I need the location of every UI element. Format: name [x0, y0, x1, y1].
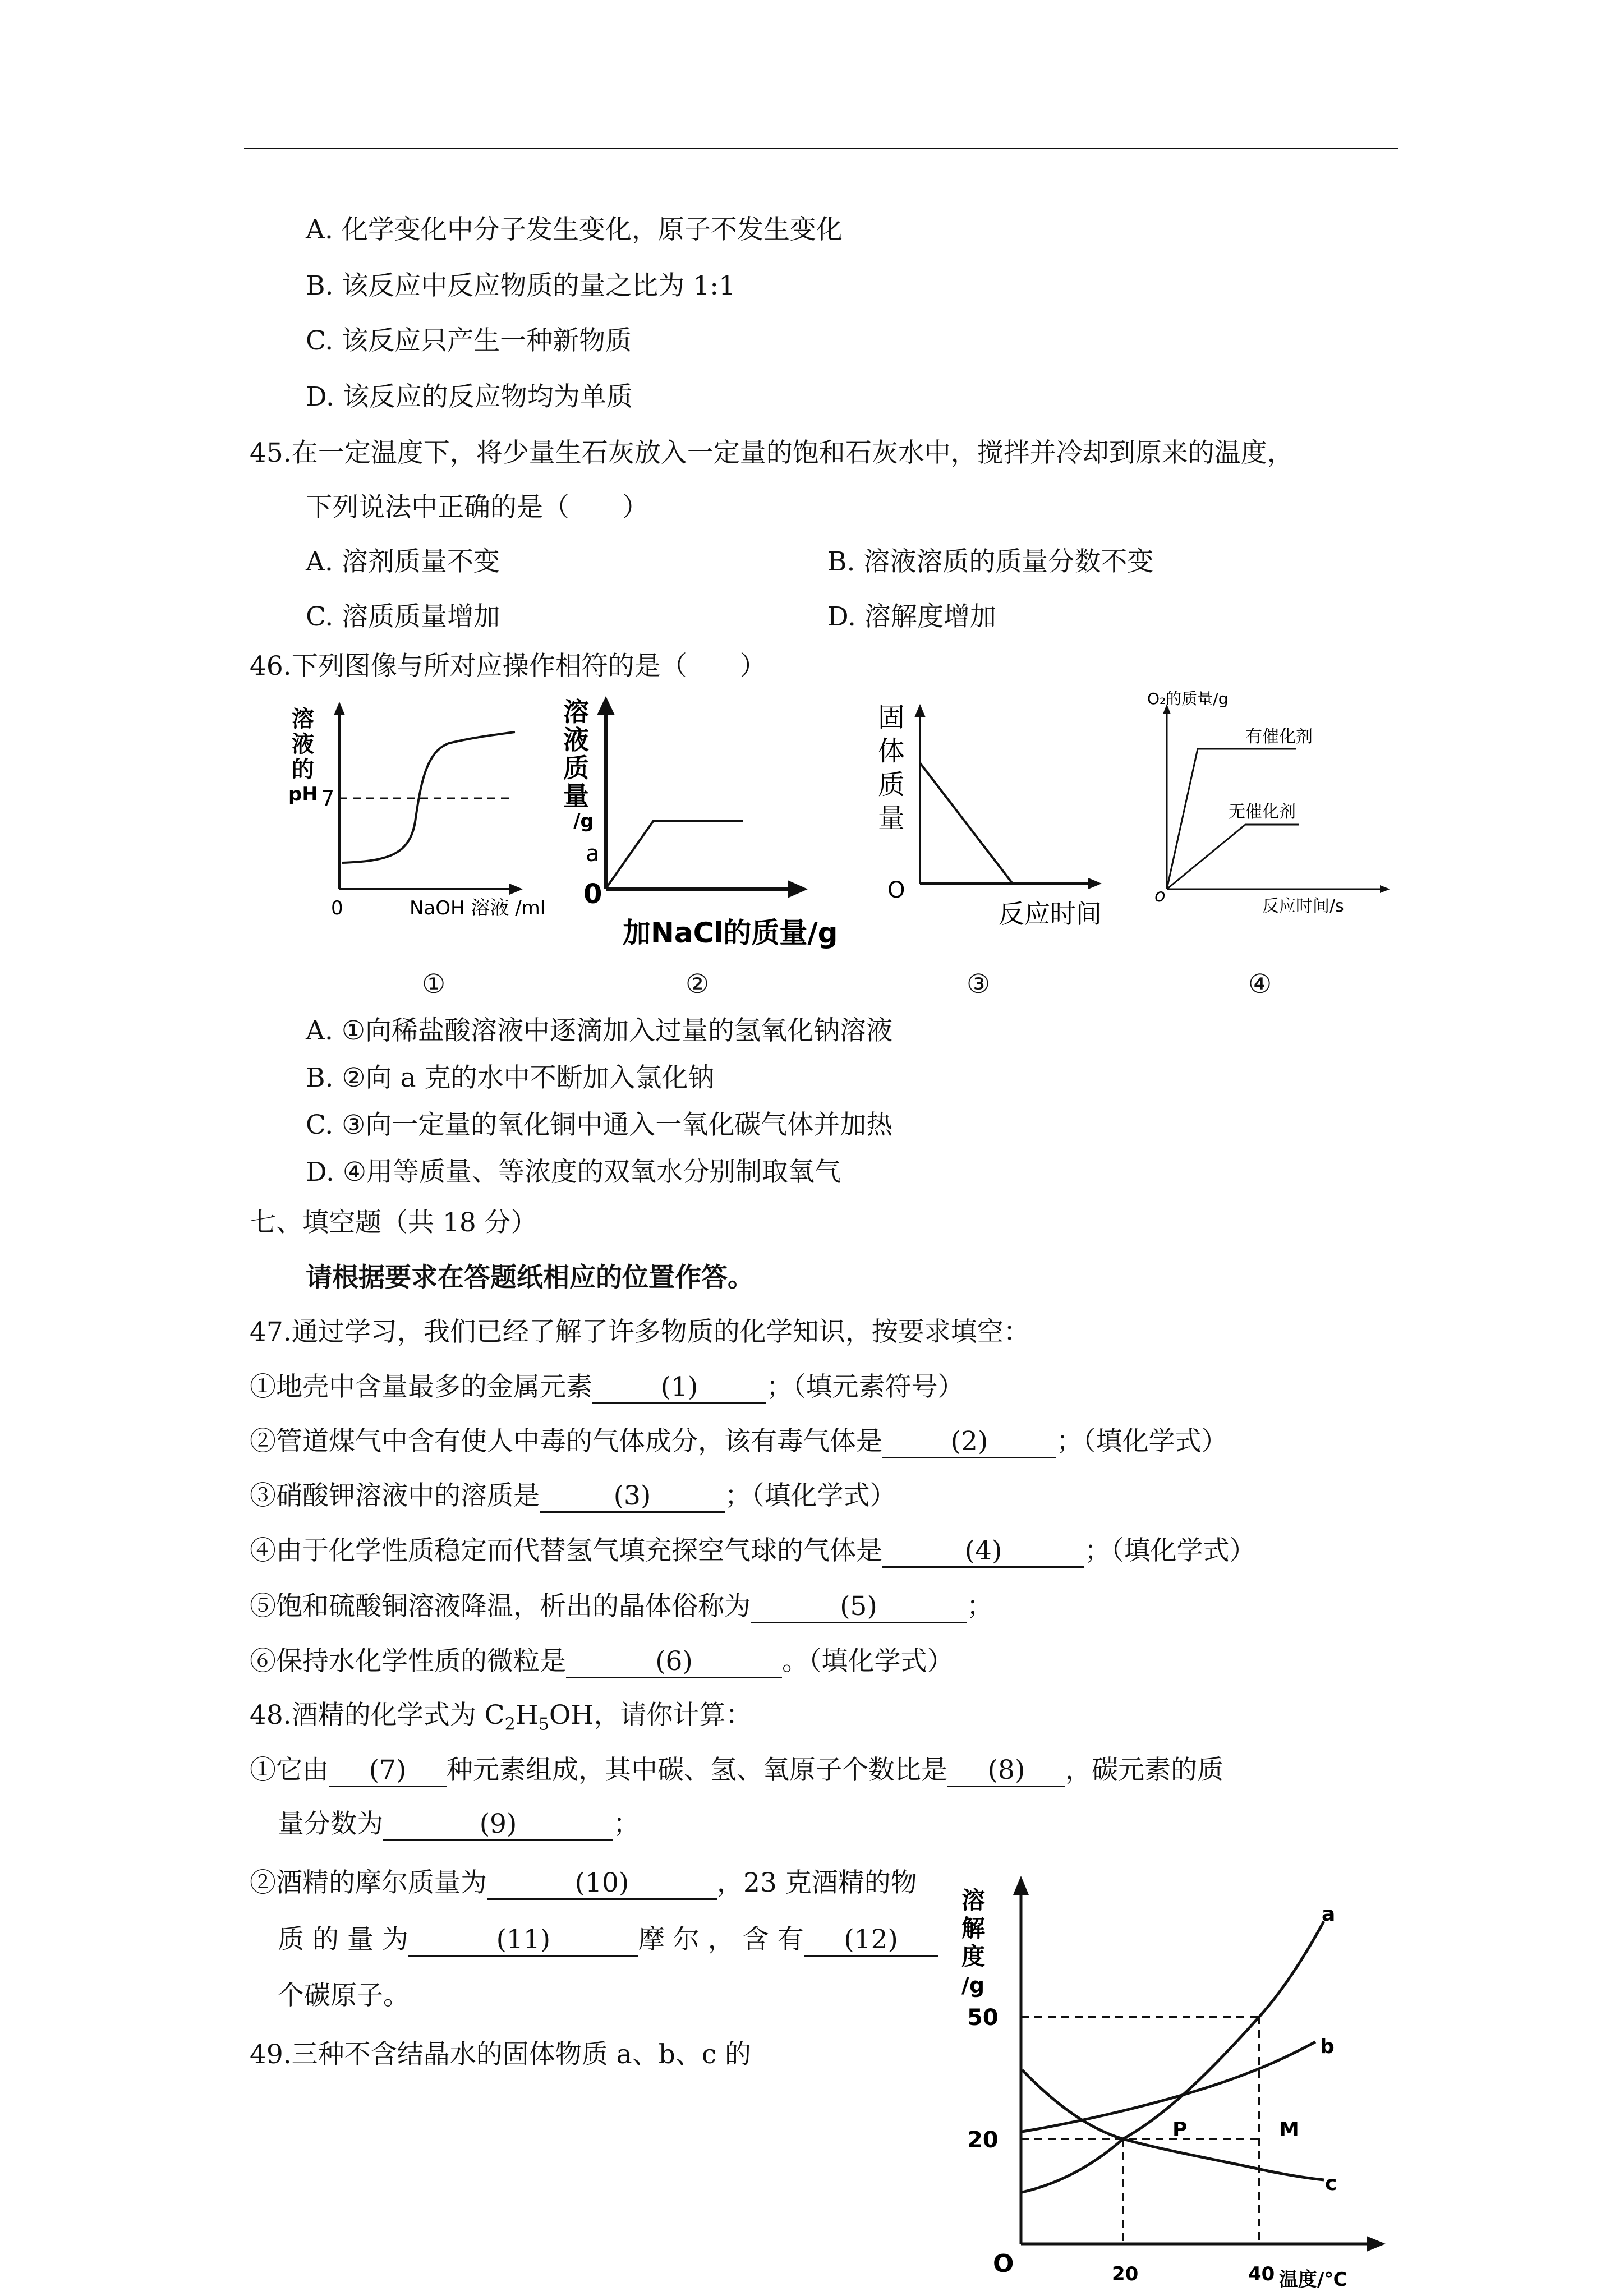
sol-point-m: M: [1279, 2118, 1299, 2141]
q45-option-d: D. 溶解度增加: [827, 601, 996, 632]
g2-xlabel: 加NaCl的质量/g: [623, 917, 838, 949]
answer-blank-2[interactable]: (2): [882, 1427, 1056, 1458]
q48-stem-text-3: OH，请你计算：: [549, 1700, 752, 1731]
q47-item-2-text: ②管道煤气中含有使人中毒的气体成分，该有毒气体是: [250, 1426, 882, 1457]
g4-x-arrow: [1380, 885, 1390, 893]
q45-option-a: A. 溶剂质量不变: [306, 546, 500, 577]
q48-line-1-end: ，碳元素的质: [1065, 1755, 1223, 1786]
q48-line-4: [278, 1923, 938, 1957]
sol-ylabel-4: /g: [961, 1973, 985, 1998]
q48-line-1-mid: 种元素组成，其中碳、氢、氧原子个数比是: [447, 1755, 947, 1786]
answer-blank-11[interactable]: (11): [408, 1925, 638, 1957]
sol-x-arrow: [1367, 2236, 1386, 2252]
q47-item-4-hint: ；（填化学式）: [1084, 1535, 1256, 1566]
q48-line-2: [278, 1807, 640, 1841]
g4-origin: o: [1154, 885, 1166, 906]
q45-stem-cont: 下列说法中正确的是（ ）: [306, 492, 648, 523]
sol-ylabel-1: 溶: [961, 1887, 986, 1914]
answer-blank-12[interactable]: (12): [804, 1925, 938, 1957]
q44-option-a: A. 化学变化中分子发生变化，原子不发生变化: [306, 214, 843, 245]
q48-line-3-end: ，23 克酒精的物: [717, 1867, 917, 1898]
sol-y-arrow: [1013, 1876, 1029, 1895]
q46-stem: 46.下列图像与所对应操作相符的是（ ）: [250, 651, 766, 682]
g4-curve1-label: 有催化剂: [1245, 727, 1313, 747]
q45-option-c: C. 溶质质量增加: [306, 601, 500, 632]
g3-y-arrow: [914, 704, 926, 717]
g4-ylabel: O₂的质量/g: [1147, 689, 1229, 708]
q44-option-d: D. 该反应的反应物均为单质: [306, 381, 633, 412]
q47-item-2: [250, 1425, 1228, 1458]
graph-4-oxygen-mass: [1133, 682, 1397, 923]
q47-item-5-text: ⑤饱和硫酸铜溶液降温，析出的晶体俗称为: [250, 1591, 751, 1622]
q47-item-5-hint: ；: [967, 1591, 993, 1622]
g1-ylabel-1: 溶: [292, 706, 314, 732]
q46-option-d: D. ④用等质量、等浓度的双氧水分别制取氧气: [306, 1157, 841, 1188]
graph-1-ph-curve: [280, 698, 546, 934]
sol-tick-50: 50: [967, 2005, 999, 2031]
answer-blank-9[interactable]: (9): [383, 1809, 613, 1841]
g2-x-arrow: [788, 880, 808, 898]
q47-item-1-text: ①地壳中含量最多的金属元素: [250, 1372, 592, 1402]
sol-ylabel-3: 度: [961, 1943, 986, 1970]
answer-blank-10[interactable]: (10): [487, 1868, 717, 1900]
sol-label-b: b: [1320, 2035, 1335, 2058]
answer-blank-6[interactable]: (6): [566, 1646, 782, 1678]
g2-ylabel-4: 量: [563, 781, 589, 811]
graph-label-4: ④: [1248, 969, 1272, 1000]
q48-stem-text-2: H: [515, 1700, 539, 1731]
answer-blank-7[interactable]: (7): [329, 1755, 447, 1787]
q48-line-2-text: 量分数为: [278, 1809, 383, 1839]
sol-curve-b: [1022, 2042, 1315, 2132]
g1-xlabel: NaOH 溶液 /ml: [410, 897, 546, 919]
q47-item-3-hint: ；（填化学式）: [725, 1480, 896, 1511]
graph-2-solution-mass: [561, 687, 838, 956]
q47-item-6: [250, 1645, 954, 1678]
q48-stem-text-1: 48.酒精的化学式为 C: [250, 1700, 505, 1731]
section-instruction: 请根据要求在答题纸相应的位置作答。: [306, 1262, 754, 1293]
graph-label-1: ①: [422, 969, 446, 1000]
sol-point-p: P: [1172, 2118, 1188, 2141]
g2-tick-a: a: [586, 841, 600, 867]
sol-tick-x20: 20: [1112, 2263, 1139, 2285]
header-rule: [244, 148, 1398, 149]
q49-stem: 49.三种不含结晶水的固体物质 a、b、c 的: [250, 2039, 752, 2070]
q48-line-1-text: ①它由: [250, 1755, 329, 1786]
q48-line-2-end: ；: [613, 1809, 640, 1839]
q47-item-4-text: ④由于化学性质稳定而代替氢气填充探空气球的气体是: [250, 1535, 882, 1566]
q47-item-6-text: ⑥保持水化学性质的微粒是: [250, 1646, 566, 1677]
g1-ylabel-4: pH: [288, 783, 318, 806]
q46-option-b: B. ②向 a 克的水中不断加入氯化钠: [306, 1062, 715, 1093]
g3-ylabel-4: 量: [878, 803, 905, 834]
g2-unit: /g: [573, 810, 594, 832]
q47-item-3-text: ③硝酸钾溶液中的溶质是: [250, 1480, 540, 1511]
q45-option-b: B. 溶液溶质的质量分数不变: [827, 546, 1154, 577]
sol-tick-20: 20: [967, 2127, 999, 2153]
g1-ylabel-3: 的: [292, 757, 314, 783]
q44-option-b: B. 该反应中反应物质的量之比为 1:1: [306, 270, 735, 301]
g2-ylabel-1: 溶: [563, 697, 589, 727]
answer-blank-8[interactable]: (8): [947, 1755, 1065, 1787]
sol-label-a: a: [1322, 1903, 1336, 1926]
g2-ylabel-2: 液: [563, 725, 589, 755]
solubility-chart: [942, 1868, 1414, 2294]
q47-item-1: [250, 1370, 964, 1404]
q47-item-6-hint: 。（填化学式）: [782, 1646, 954, 1677]
q48-subscript-5: 5: [538, 1714, 549, 1734]
q47-item-1-hint: ；（填元素符号）: [766, 1372, 964, 1402]
graph-label-3: ③: [967, 969, 991, 1000]
q45-stem: 45.在一定温度下，将少量生石灰放入一定量的饱和石灰水中，搅拌并冷却到原来的温度，: [250, 438, 1294, 468]
q48-stem: [250, 1699, 752, 1741]
sol-origin: O: [993, 2249, 1014, 2278]
graph-label-2: ②: [686, 969, 710, 1000]
g1-tick-7: 7: [321, 786, 335, 811]
q48-line-3: [250, 1866, 917, 1900]
answer-blank-5[interactable]: (5): [751, 1591, 967, 1623]
g3-ylabel-3: 质: [878, 769, 905, 800]
g1-origin: 0: [331, 897, 343, 919]
q44-option-c: C. 该反应只产生一种新物质: [306, 325, 632, 356]
q48-line-1: [250, 1754, 1223, 1787]
g2-y-arrow: [597, 696, 615, 715]
sol-ylabel-2: 解: [961, 1915, 986, 1942]
q48-line-3-text: ②酒精的摩尔质量为: [250, 1867, 487, 1898]
graph-3-solid-mass: [864, 698, 1122, 934]
g3-ylabel-1: 固: [878, 702, 905, 733]
sol-label-c: c: [1325, 2172, 1337, 2195]
q47-item-5: [250, 1590, 993, 1623]
q48-line-4-mid: 摩 尔 ， 含 有: [638, 1924, 804, 1955]
g2-curve: [607, 821, 743, 887]
sol-xlabel: 温度/℃: [1279, 2269, 1347, 2291]
g4-xlabel: 反应时间/s: [1262, 896, 1344, 916]
g3-ylabel-2: 体: [878, 735, 905, 767]
q47-item-3: [250, 1479, 896, 1513]
g3-line: [920, 763, 1013, 884]
g2-origin: 0: [583, 878, 602, 910]
sol-tick-x40: 40: [1248, 2263, 1275, 2285]
q46-option-c: C. ③向一定量的氧化铜中通入一氧化碳气体并加热: [306, 1110, 893, 1140]
g4-curve2-label: 无催化剂: [1229, 802, 1296, 822]
q47-item-4: [250, 1534, 1256, 1568]
answer-blank-4[interactable]: (4): [882, 1536, 1084, 1568]
g4-curve-no-catalyst: [1167, 825, 1299, 889]
answer-blank-3[interactable]: (3): [540, 1481, 725, 1513]
g2-ylabel-3: 质: [563, 753, 589, 783]
g1-ylabel-2: 液: [292, 731, 314, 757]
g1-y-arrow: [334, 702, 345, 715]
g3-xlabel: 反应时间: [999, 899, 1102, 929]
q47-stem: 47.通过学习，我们已经了解了许多物质的化学知识，按要求填空：: [250, 1317, 1030, 1347]
q47-item-2-hint: ；（填化学式）: [1056, 1426, 1228, 1457]
q48-line-4-text: 质 的 量 为: [278, 1924, 408, 1955]
q48-subscript-2: 2: [504, 1714, 516, 1734]
g3-x-arrow: [1088, 878, 1102, 889]
g3-origin: O: [887, 877, 905, 903]
section-title: 七、填空题（共 18 分）: [250, 1207, 537, 1238]
q48-line-5: 个碳原子。: [278, 1980, 410, 2011]
g1-x-arrow: [509, 884, 523, 895]
q46-option-a: A. ①向稀盐酸溶液中逐滴加入过量的氢氧化钠溶液: [306, 1015, 892, 1046]
answer-blank-1[interactable]: (1): [592, 1372, 766, 1404]
